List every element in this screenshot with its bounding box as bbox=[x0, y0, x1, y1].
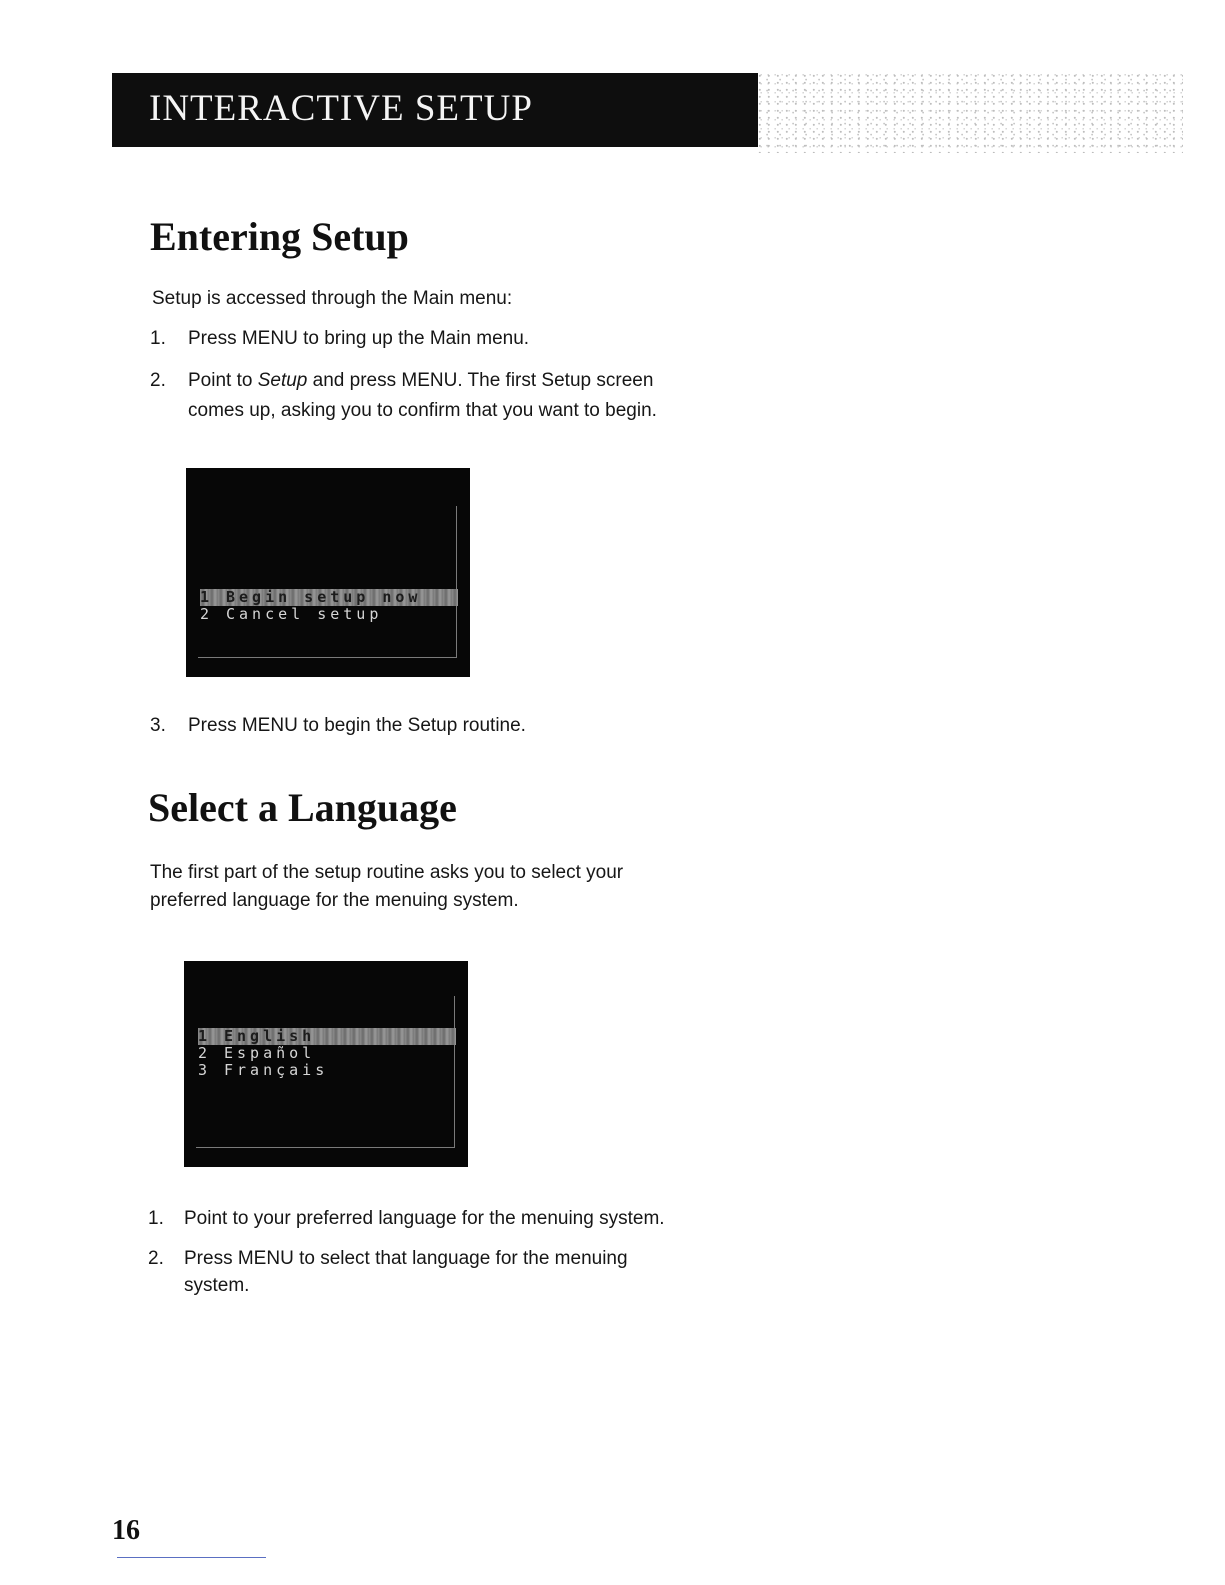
step-number: 2. bbox=[148, 1248, 164, 1269]
header-speckle-decoration bbox=[758, 73, 1183, 153]
entering-setup-intro: Setup is accessed through the Main menu: bbox=[152, 288, 513, 309]
step-text-line2: comes up, asking you to confirm that you want to begin. bbox=[188, 400, 657, 421]
step-text-after: and press MENU. The first Setup screen bbox=[307, 370, 654, 391]
step-text-line2: system. bbox=[184, 1275, 250, 1296]
language-option-english[interactable]: 1 English bbox=[198, 1028, 456, 1045]
language-option-espanol[interactable]: 2 Español bbox=[198, 1044, 316, 1062]
select-language-intro-line1: The first part of the setup routine asks you to select your bbox=[150, 862, 624, 883]
section-header-title: INTERACTIVE SETUP bbox=[149, 88, 533, 129]
step-text: Press MENU to bring up the Main menu. bbox=[188, 328, 530, 349]
entering-setup-heading: Entering Setup bbox=[150, 214, 409, 259]
page-number: 16 bbox=[112, 1515, 140, 1546]
step-text: Press MENU to begin the Setup routine. bbox=[188, 715, 526, 736]
footer-rule bbox=[117, 1557, 266, 1558]
step-number: 1. bbox=[150, 328, 166, 349]
language-option-francais[interactable]: 3 Français bbox=[198, 1061, 329, 1079]
step-text-emphasis: Setup bbox=[257, 370, 308, 391]
screen-frame-line bbox=[456, 506, 457, 658]
screen-frame-line bbox=[196, 1147, 455, 1148]
menu-option-begin-setup[interactable]: 1 Begin setup now bbox=[200, 589, 458, 606]
select-language-heading: Select a Language bbox=[148, 785, 457, 830]
select-language-intro-line2: preferred language for the menuing system. bbox=[150, 890, 519, 911]
section-header-bar bbox=[112, 73, 758, 147]
step-text-before: Point to bbox=[188, 370, 258, 391]
step-number: 3. bbox=[150, 715, 166, 736]
menu-option-cancel-setup[interactable]: 2 Cancel setup bbox=[200, 605, 383, 623]
screen-frame-line bbox=[198, 657, 457, 658]
step-number: 2. bbox=[150, 370, 166, 391]
setup-confirm-screen bbox=[186, 468, 470, 677]
language-select-screen bbox=[184, 961, 468, 1167]
step-text bbox=[188, 367, 653, 395]
step-text: Point to your preferred language for the menuing system. bbox=[184, 1208, 665, 1229]
step-number: 1. bbox=[148, 1208, 164, 1229]
step-text: Press MENU to select that language for the menuing bbox=[184, 1248, 628, 1269]
